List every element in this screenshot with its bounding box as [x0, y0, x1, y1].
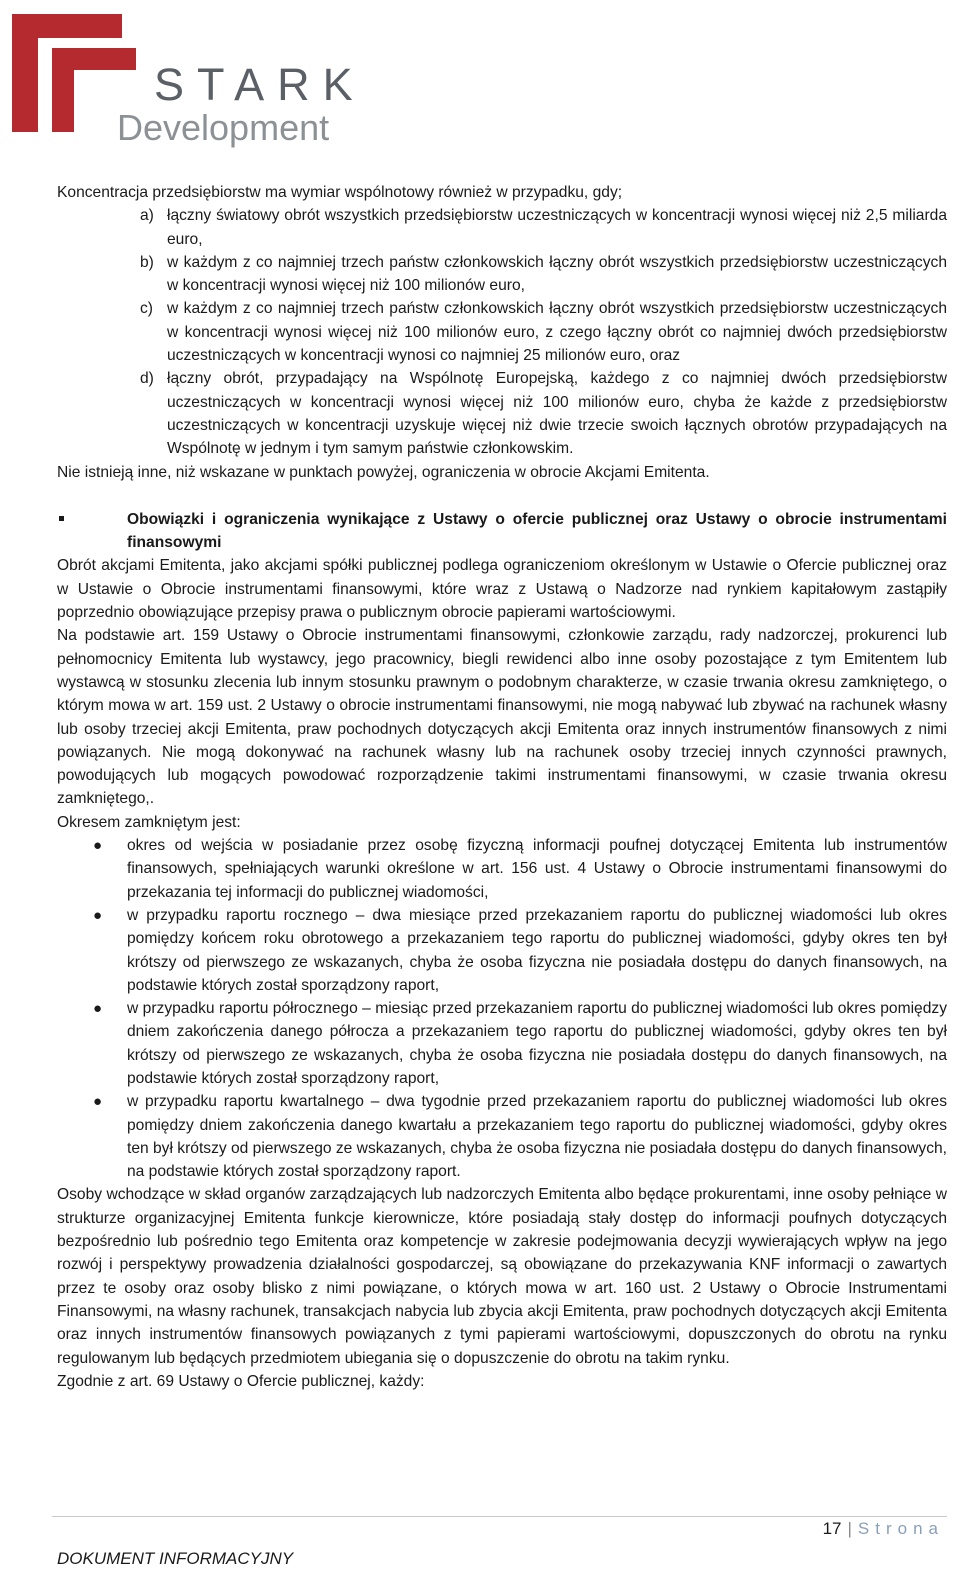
list-item: [57, 204, 947, 251]
list-marker: a): [140, 207, 154, 225]
list-item-text: w przypadku raportu półrocznego – miesiąc przed przekazaniem raportu do publicznej wiadomości lub okres pomiędzy dniem zakończenia danego półrocza a przekazaniem tego raportu do publicznej wiadomości, gdyby okres ten był krótszy od pierwszego ze wskazanych, chyba że osoba fizyczna nie posiadała dostępu do danych finansowych, na podstawie których został sporządzony raport,: [127, 1000, 947, 1087]
section-heading-text: Obowiązki i ograniczenia wynikające z Ustawy o ofercie publicznej oraz Ustawy o obrocie instrumentami finansowymi: [127, 510, 947, 552]
list-item: [57, 834, 947, 904]
list-item-text: w każdym z co najmniej trzech państw członkowskich łączny obrót wszystkich przedsiębiorstw uczestniczących w koncentracji wynosi więcej niż 100 milionów euro, z czego łączny obrót co najmniej dwóch przedsiębiorstw uczestniczących w koncentracji wynosi co najmniej 25 milionów euro, oraz: [167, 300, 947, 365]
no-other-restrictions-paragraph: Nie istnieją inne, niż wskazane w punktach powyżej, ograniczenia w obrocie Akcjami Emitenta.: [57, 463, 710, 481]
company-logo: [4, 4, 366, 154]
list-item: [57, 251, 947, 298]
conditions-list: [57, 204, 947, 460]
bullet-icon: ●: [93, 837, 103, 855]
paragraph: Na podstawie art. 159 Ustawy o Obrocie instrumentami finansowymi, członkowie zarządu, rady nadzorczej, prokurenci lub pełnomocnicy Emitenta lub wystawcy, jego pracownicy, biegli rewidenci albo inne osoby pozostające z tym Emitentem lub wystawcą w stosunku zlecenia lub innym stosunku prawnym o podobnym charakterze, w czasie trwania okresu zamkniętego, o którym mowa w art. 159 ust. 2 Ustawy o obrocie instrumentami finansowymi, nie mogą nabywać lub zbywać na rachunek własny lub osoby trzeciej akcji Emitenta, praw pochodnych dotyczących akcji Emitenta oraz innych instrumentów finansowych z nimi powiązanych. Nie mogą dokonywać na rachunek własny lub na rachunek osoby trzeciej innych czynności prawnych, powodujących lub mogących powodować rozporządzenie takimi instrumentami finansowymi, w czasie trwania okresu zamkniętego,.: [57, 627, 947, 808]
list-item: [57, 904, 947, 997]
square-bullet-icon: [59, 516, 64, 521]
list-item-text: łączny obrót, przypadający na Wspólnotę Europejską, każdego z co najmniej dwóch przedsiębiorstw uczestniczących w koncentracji wynosi więcej niż 100 milionów euro, chyba że każde z przedsiębiorstw uczestniczących w koncentracji uzyskuje więcej niż dwie trzecie swoich łącznych obrotów przypadających na Wspólnotę w jednym i tym samym państwie członkowskim.: [167, 370, 947, 458]
list-item-text: łączny światowy obrót wszystkich przedsiębiorstw uczestniczących w koncentracji wynosi więcej niż 2,5 miliarda euro,: [167, 207, 947, 248]
page-word: Strona: [857, 1519, 944, 1538]
list-item: [57, 1090, 947, 1183]
list-item-text: okres od wejścia w posiadanie przez osobę fizyczną informacji poufnej dotyczącej Emitenta lub instrumentów finansowych, spełniających warunki określone w art. 156 ust. 4 Ustawy o Obrocie instrumentami finansowymi do przekazania tej informacji do publicznej wiadomości,: [127, 837, 947, 901]
list-marker: b): [140, 253, 154, 271]
logo-brand-name: STARK: [154, 59, 366, 110]
intro-paragraph: Koncentracja przedsiębiorstw ma wymiar wspólnotowy również w przypadku, gdy;: [57, 184, 623, 201]
footer-divider: [52, 1516, 947, 1517]
document-label: DOKUMENT INFORMACYJNY: [57, 1549, 294, 1568]
paragraph: Zgodnie z art. 69 Ustawy o Ofercie publicznej, każdy:: [57, 1372, 425, 1390]
list-item: [57, 997, 947, 1090]
list-item-text: w każdym z co najmniej trzech państw członkowskich łączny obrót wszystkich przedsiębiorstw uczestniczących w koncentracji wynosi więcej niż 100 milionów euro,: [167, 253, 947, 295]
document-body: [57, 181, 947, 1393]
list-item-text: w przypadku raportu rocznego – dwa miesiące przed przekazaniem raportu do publicznej wiadomości lub okres pomiędzy końcem roku obrotowego a przekazaniem tego raportu do publicznej wiadomości, gdyby okres ten był krótszy od pierwszego ze wskazanych, chyba że osoba fizyczna nie posiadała dostępu do danych finansowych, na podstawie których został sporządzony raport,: [127, 906, 947, 994]
closed-periods-list: [57, 834, 947, 1183]
section-heading: [57, 508, 947, 555]
paragraph: Osoby wchodzące w skład organów zarządzających lub nadzorczych Emitenta albo będące prokurentami, inne osoby pełniące w strukturze organizacyjnej Emitenta funkcje kierownicze, które posiadają stały dostęp do informacji poufnych dotyczących bezpośrednio lub pośrednio tego Emitenta oraz kompetencje w zakresie podejmowania decyzji wywierających wpływ na jego rozwój i perspektywy prowadzenia działalności gospodarczej, są obowiązane do przekazywania KNF informacji o zawartych przez te osoby oraz osoby blisko z nimi powiązane, o których mowa w art. 160 ust. 2 Ustawy o Obrocie Instrumentami Finansowymi, na własny rachunek, transakcjach nabycia lub zbycia akcji Emitenta, praw pochodnych dotyczących akcji Emitenta oraz innych instrumentów finansowych powiązanych z tymi papierami wartościowymi, dopuszczonych do obrotu na rynku regulowanym lub będących przedmiotem ubiegania się o dopuszczenie do obrotu na takim rynku.: [57, 1186, 947, 1367]
page-number: [823, 1519, 944, 1539]
list-item: [57, 367, 947, 460]
bullet-icon: ●: [93, 906, 103, 924]
bullet-icon: ●: [93, 1093, 103, 1111]
list-marker: d): [140, 370, 154, 388]
page-number-value: 17: [822, 1519, 842, 1538]
logo-brand-subtitle: Development: [117, 107, 330, 148]
page-number-separator: |: [847, 1519, 852, 1538]
list-marker: c): [140, 300, 153, 318]
list-item: [57, 297, 947, 367]
list-item-text: w przypadku raportu kwartalnego – dwa tygodnie przed przekazaniem raportu do publicznej wiadomości lub okres pomiędzy dniem zakończenia danego kwartału a przekazaniem tego raportu do publicznej wiadomości, gdyby okres ten był krótszy od pierwszego ze wskazanych, chyba że osoba fizyczna nie posiadała dostępu do danych finansowych, na podstawie których został sporządzony raport.: [127, 1093, 948, 1181]
bullet-icon: ●: [93, 1000, 103, 1018]
closed-period-intro: Okresem zamkniętym jest:: [57, 813, 241, 831]
paragraph: Obrót akcjami Emitenta, jako akcjami spółki publicznej podlega ograniczeniom określonym w Ustawie o Ofercie publicznej oraz w Ustawie o Obrocie instrumentami finansowymi, które wraz z Ustawą o Nadzorze nad rynkiem kapitałowym zastąpiły poprzednio obowiązujące przepisy prawa o publicznym obrocie papierami wartościowymi.: [57, 557, 947, 622]
